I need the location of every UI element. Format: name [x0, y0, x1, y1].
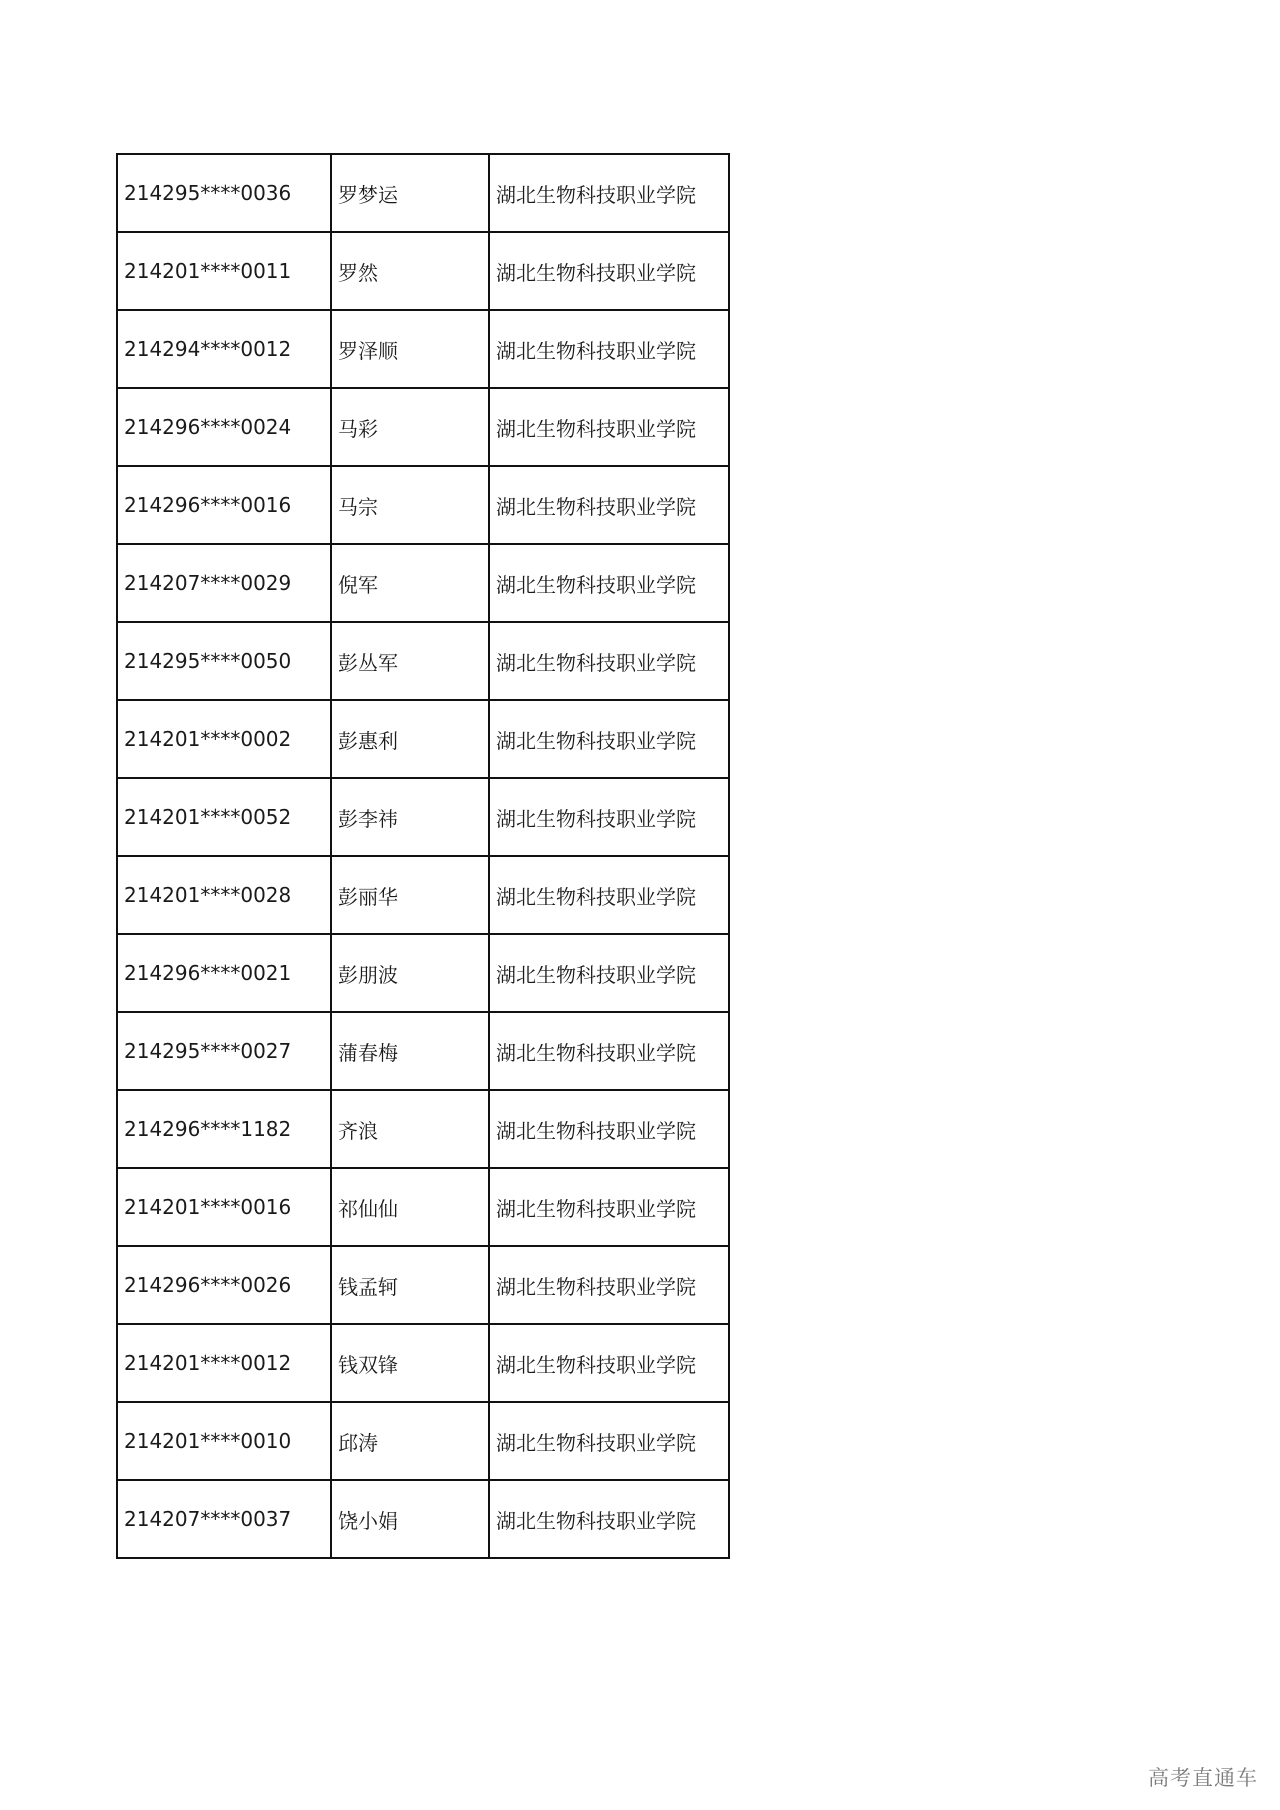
- table-row: [117, 1090, 729, 1168]
- table-row: [117, 622, 729, 700]
- candidate-name-cell: 邱涛: [331, 1402, 489, 1480]
- table-row: [117, 232, 729, 310]
- candidate-id-cell: 214294****0012: [117, 310, 331, 388]
- school-name-cell: 湖北生物科技职业学院: [489, 544, 729, 622]
- candidate-id-cell: 214207****0029: [117, 544, 331, 622]
- school-name-cell: 湖北生物科技职业学院: [489, 154, 729, 232]
- candidate-id-cell: 214201****0010: [117, 1402, 331, 1480]
- school-name-cell: 湖北生物科技职业学院: [489, 856, 729, 934]
- candidate-id-cell: 214295****0036: [117, 154, 331, 232]
- candidate-id-cell: 214201****0016: [117, 1168, 331, 1246]
- table-row: [117, 388, 729, 466]
- watermark-text: 高考直通车: [1148, 1766, 1258, 1790]
- school-name-cell: 湖北生物科技职业学院: [489, 1012, 729, 1090]
- candidate-name-cell: 彭丛军: [331, 622, 489, 700]
- candidate-id-cell: 214296****0021: [117, 934, 331, 1012]
- school-name-cell: 湖北生物科技职业学院: [489, 232, 729, 310]
- school-name-cell: 湖北生物科技职业学院: [489, 1480, 729, 1558]
- school-name-cell: 湖北生物科技职业学院: [489, 934, 729, 1012]
- candidate-id-cell: 214296****0026: [117, 1246, 331, 1324]
- table-row: [117, 154, 729, 232]
- school-name-cell: 湖北生物科技职业学院: [489, 310, 729, 388]
- table-row: [117, 1012, 729, 1090]
- candidate-id-cell: 214201****0011: [117, 232, 331, 310]
- candidate-name-cell: 钱孟轲: [331, 1246, 489, 1324]
- candidate-id-cell: 214201****0002: [117, 700, 331, 778]
- candidate-name-cell: 彭李祎: [331, 778, 489, 856]
- candidate-id-cell: 214207****0037: [117, 1480, 331, 1558]
- table-row: [117, 1324, 729, 1402]
- candidate-name-cell: 罗泽顺: [331, 310, 489, 388]
- candidate-name-cell: 彭惠利: [331, 700, 489, 778]
- table-row: [117, 1480, 729, 1558]
- candidate-id-cell: 214296****1182: [117, 1090, 331, 1168]
- candidate-name-cell: 彭朋波: [331, 934, 489, 1012]
- table-row: [117, 1246, 729, 1324]
- table-row: [117, 856, 729, 934]
- school-name-cell: 湖北生物科技职业学院: [489, 778, 729, 856]
- candidate-id-cell: 214201****0052: [117, 778, 331, 856]
- school-name-cell: 湖北生物科技职业学院: [489, 622, 729, 700]
- table-row: [117, 466, 729, 544]
- table-row: [117, 310, 729, 388]
- school-name-cell: 湖北生物科技职业学院: [489, 466, 729, 544]
- candidate-name-cell: 齐浪: [331, 1090, 489, 1168]
- candidate-name-cell: 罗梦运: [331, 154, 489, 232]
- candidate-name-cell: 钱双锋: [331, 1324, 489, 1402]
- candidate-name-cell: 祁仙仙: [331, 1168, 489, 1246]
- candidate-id-cell: 214295****0050: [117, 622, 331, 700]
- school-name-cell: 湖北生物科技职业学院: [489, 1246, 729, 1324]
- table-row: [117, 934, 729, 1012]
- candidate-id-cell: 214201****0012: [117, 1324, 331, 1402]
- school-name-cell: 湖北生物科技职业学院: [489, 1090, 729, 1168]
- school-name-cell: 湖北生物科技职业学院: [489, 1402, 729, 1480]
- school-name-cell: 湖北生物科技职业学院: [489, 388, 729, 466]
- candidate-name-cell: 罗然: [331, 232, 489, 310]
- candidate-id-cell: 214295****0027: [117, 1012, 331, 1090]
- table-row: [117, 700, 729, 778]
- candidate-id-cell: 214201****0028: [117, 856, 331, 934]
- candidate-name-cell: 蒲春梅: [331, 1012, 489, 1090]
- school-name-cell: 湖北生物科技职业学院: [489, 1324, 729, 1402]
- candidate-name-cell: 饶小娟: [331, 1480, 489, 1558]
- candidate-id-cell: 214296****0016: [117, 466, 331, 544]
- candidate-name-cell: 彭丽华: [331, 856, 489, 934]
- table-row: [117, 544, 729, 622]
- table-body: [117, 154, 729, 1558]
- admission-list-table: [116, 153, 730, 1559]
- candidate-name-cell: 马宗: [331, 466, 489, 544]
- table-row: [117, 1168, 729, 1246]
- school-name-cell: 湖北生物科技职业学院: [489, 1168, 729, 1246]
- candidate-id-cell: 214296****0024: [117, 388, 331, 466]
- table-row: [117, 778, 729, 856]
- school-name-cell: 湖北生物科技职业学院: [489, 700, 729, 778]
- candidate-name-cell: 马彩: [331, 388, 489, 466]
- candidate-name-cell: 倪军: [331, 544, 489, 622]
- table-row: [117, 1402, 729, 1480]
